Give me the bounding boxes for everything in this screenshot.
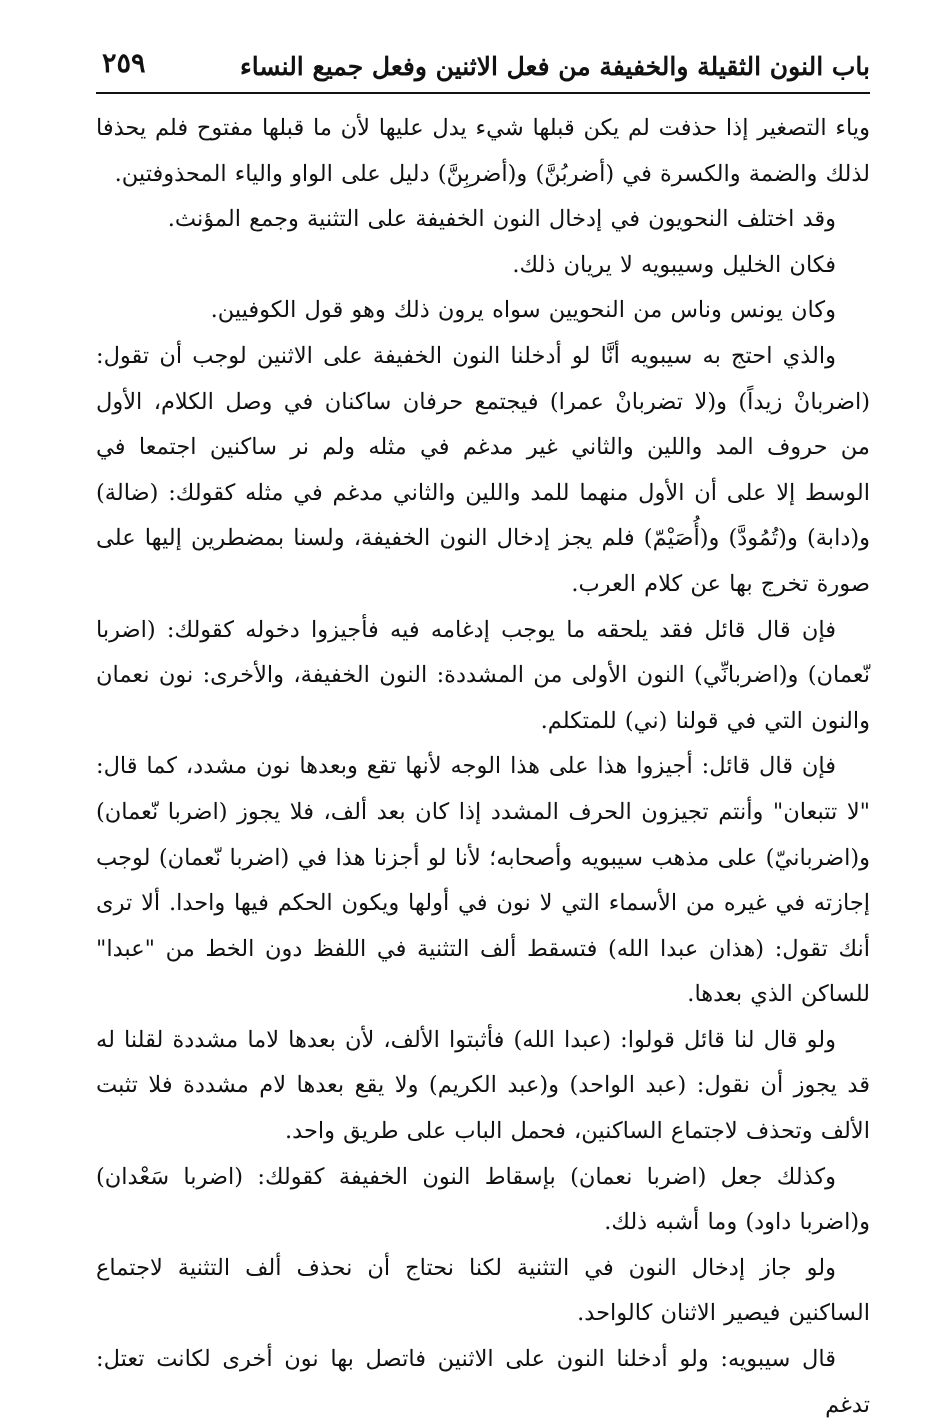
paragraph-3: فكان الخليل وسيبويه لا يريان ذلك. — [512, 251, 836, 278]
chapter-title: باب النون الثقيلة والخفيفة من فعل الاثنين وفعل جميع النساء — [239, 52, 870, 81]
paragraph-9: وكذلك جعل (اضربا نعمان) بإسقاط النون الخفيفة كقولك: (اضربا سَعْدان) و(اضربا داود) وما أشبه ذلك. — [96, 1163, 870, 1236]
paragraph-10: ولو جاز إدخال النون في التثنية لكنا نحتاج أن نحذف ألف التثنية لاجتماع الساكنين فيصير الاثنان كالواحد. — [96, 1254, 870, 1327]
paragraph-4: وكان يونس وناس من النحويين سواه يرون ذلك وهو قول الكوفيين. — [210, 297, 836, 324]
paragraph-7: فإن قال قائل: أجيزوا هذا على هذا الوجه لأنها تقع وبعدها نون مشدد، كما قال: "لا تتبعان" وأنتم تجيزون الحرف المشدد إذا كان بعد ألف، فلا يجوز (اضربا نّعمان) و(اضربانيّ) على مذهب سيبويه وأصحابه؛ لأنا لو أجزنا هذا في (اضربا نّعمان) لوجب إجازته في غيره من الأسماء التي لا نون في أولها ويكون الحكم فيها واحدا. ألا ترى أنك تقول: (هذان عبدا الله) فتسقط ألف التثنية في اللفظ دون الخط من "عبدا" للساكن الذي بعدها. — [96, 753, 870, 1008]
book-page — [96, 48, 870, 1418]
paragraph-6: فإن قال قائل فقد يلحقه ما يوجب إدغامه فيه فأجيزوا دخوله كقولك: (اضربا نّعمان) و(اضربانِّي) النون الأولى من المشددة: النون الخفيفة، والأخرى: نون نعمان والنون التي في قولنا (ني) للمتكلم. — [96, 616, 870, 734]
paragraph-2: وقد اختلف النحويون في إدخال النون الخفيفة على التثنية وجمع المؤنث. — [167, 206, 836, 233]
page-header — [96, 48, 870, 94]
paragraph-1: وياء التصغير إذا حذفت لم يكن قبلها شيء يدل عليها لأن ما قبلها مفتوح فلم يحذفا لذلك والضمة والكسرة في (أضربُنَّ) و(أضربِنَّ) دليل على الواو والياء المحذوفتين. — [96, 115, 870, 187]
page-body — [96, 106, 870, 1428]
paragraph-11: قال سيبويه: ولو أدخلنا النون على الاثنين فاتصل بها نون أخرى لكانت تعتل: تدغم — [96, 1346, 870, 1418]
page-number: ٢٥٩ — [102, 48, 146, 79]
paragraph-5: والذي احتج به سيبويه أنَّا لو أدخلنا النون الخفيفة على الاثنين لوجب أن تقول: (اضربانْ زيداً) و(لا تضربانْ عمرا) فيجتمع حرفان ساكنان في وصل الكلام، الأول من حروف المد واللين والثاني غير مدغم في مثله ولم نر ساكنين اجتمعا في الوسط إلا على أن الأول منهما للمد واللين والثاني مدغم في مثله كقولك: (ضالة) و(دابة) و(تُمُودَّ) و(أُصَيْمّ) فلم يجز إدخال النون الخفيفة، ولسنا بمضطرين إليها على صورة تخرج بها عن كلام العرب. — [96, 342, 870, 597]
paragraph-8: ولو قال لنا قائل قولوا: (عبدا الله) فأثبتوا الألف، لأن بعدها لاما مشددة لقلنا له قد يجوز أن نقول: (عبد الواحد) و(عبد الكريم) ولا يقع بعدها لام مشددة فلا تثبت الألف وتحذف لاجتماع الساكنين، فحمل الباب على طريق واحد. — [96, 1026, 870, 1145]
